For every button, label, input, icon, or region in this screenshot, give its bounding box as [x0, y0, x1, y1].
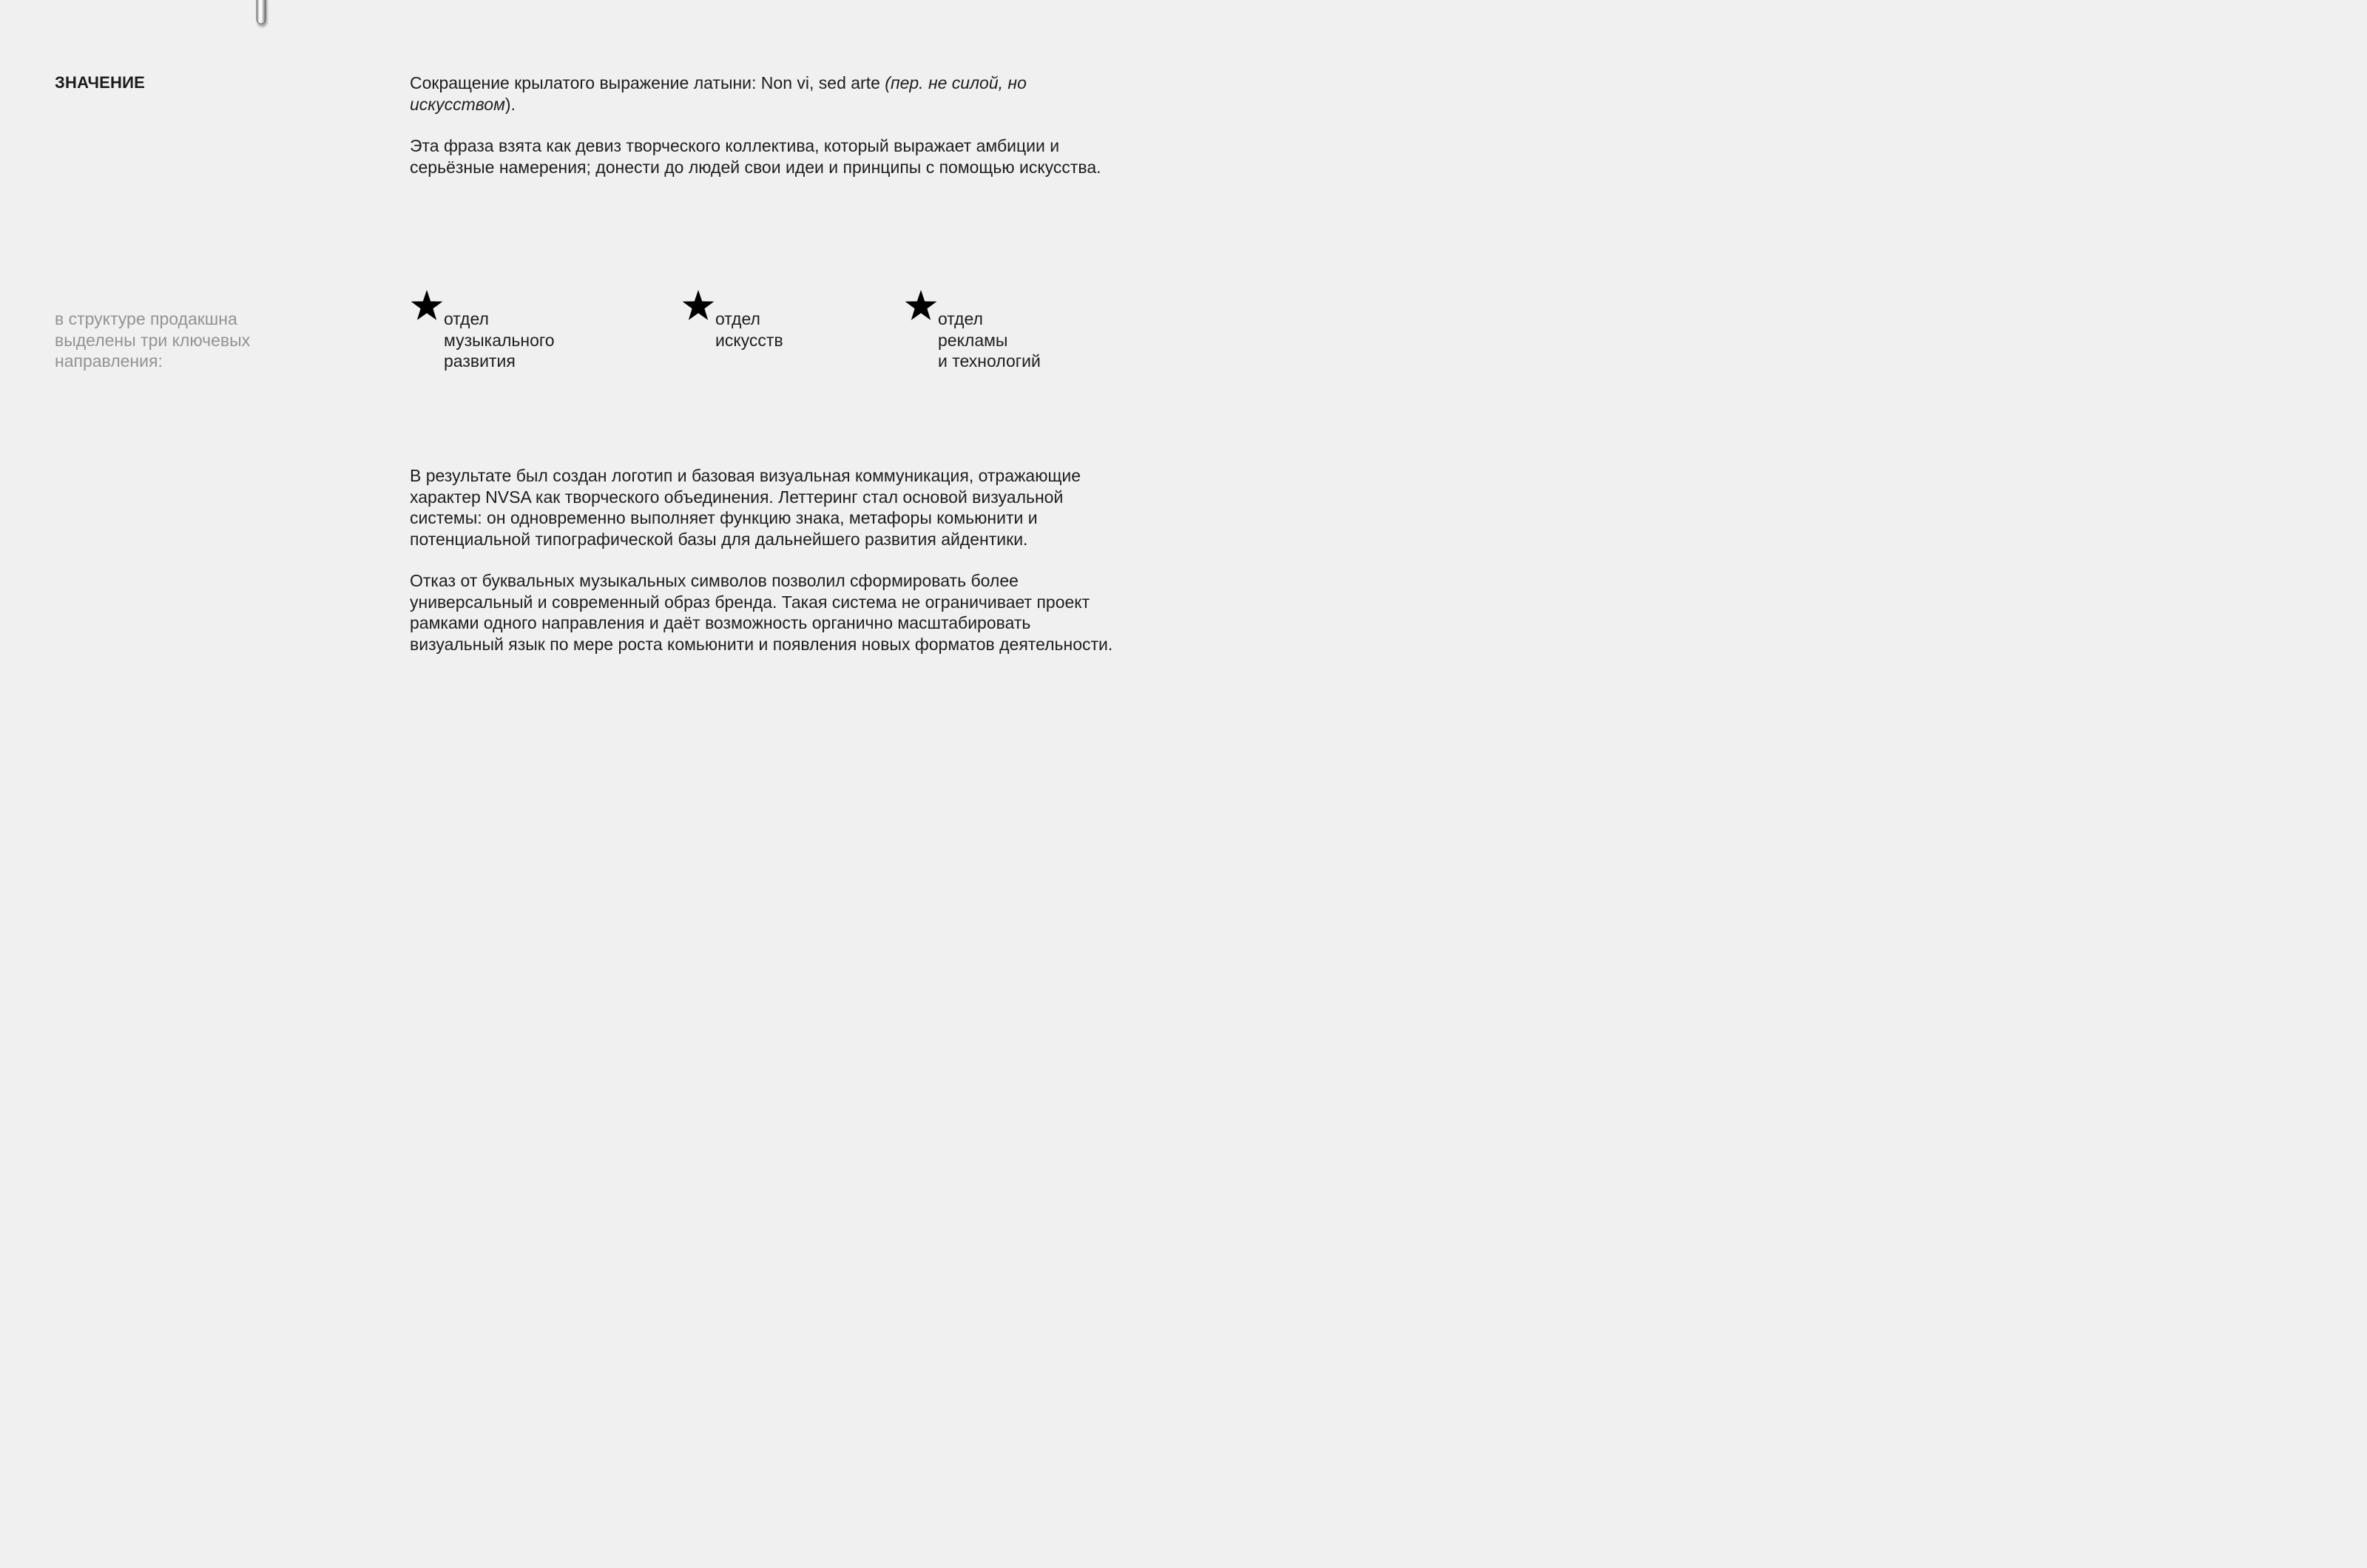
meaning-lead: Сокращение крылатого выражение латыни: Non vi, sed arte [410, 73, 885, 92]
star-icon [904, 288, 938, 322]
structure-sidenote: в структуре продакшна выделены три ключевых направления: [55, 309, 251, 371]
meaning-paragraph-1 [410, 72, 1120, 115]
meaning-paragraph-2: Эта фраза взята как девиз творческого коллектива, который выражает амбиции и серьёзные намерения; донести до людей свои идеи и принципы с помощью искусства. [410, 136, 1101, 177]
result-paragraph-2: Отказ от буквальных музыкальных символов позволил сформировать более универсальный и современный образ бренда. Такая система не ограничивает проект рамками одного направления и даёт возможность органично масштабировать визуальный язык по мере роста комьюнити и появления новых форматов деятельности. [410, 571, 1113, 654]
department-label: отдел искусств [715, 309, 783, 350]
star-icon [410, 288, 444, 322]
meaning-text [410, 72, 1120, 178]
binder-tab-graphic [254, 0, 270, 30]
department-label: отдел рекламы и технологий [938, 309, 1041, 371]
result-paragraph-1: В результате был создан логотип и базовая визуальная коммуникация, отражающие характер NVSA как творческого объединения. Леттеринг стал основой визуальной системы: он одновременно выполняет функцию знака, метафоры комьюнити и потенциальной типографической базы для дальнейшего развития айдентики. [410, 466, 1081, 549]
meaning-heading: ЗНАЧЕНИЕ [55, 73, 145, 92]
star-icon [681, 288, 715, 322]
result-text [410, 465, 1120, 655]
meaning-translation: (пер. не силой, но искусством [410, 73, 1027, 114]
meaning-tail: ). [504, 94, 516, 114]
department-label: отдел музыкального развития [444, 309, 555, 371]
